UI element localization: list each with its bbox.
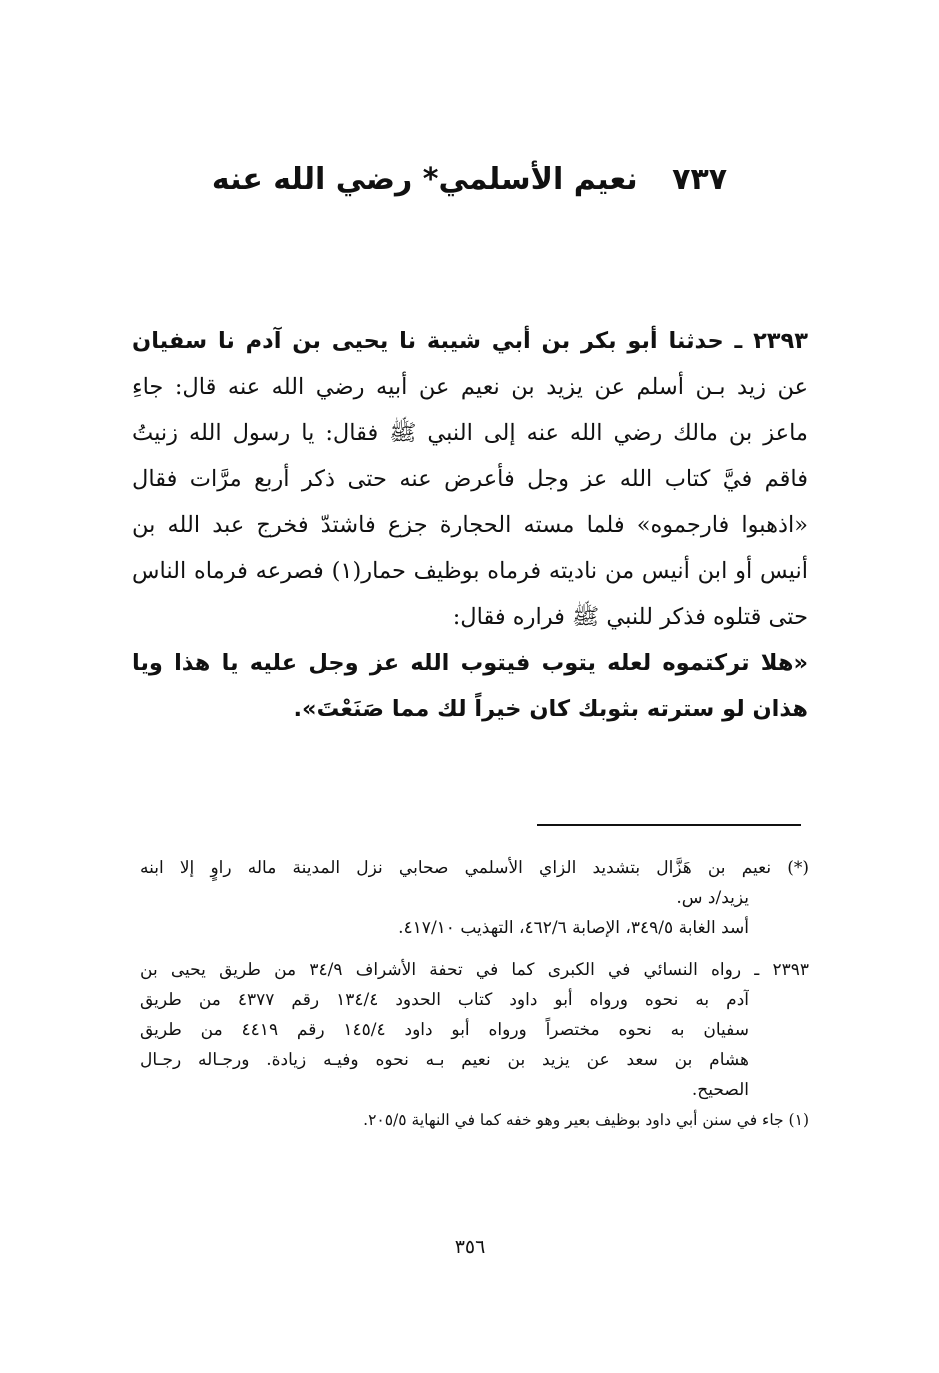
hadith-line: عن زيد بـن أسلم عن يزيد بن نعيم عن أبيه رضي الله عنه قال: جاءِ [132,374,808,400]
hadith-line: فاقم فيَّ كتاب الله عز وجل فأعرض عنه حتى ذكر أربع مرَّات فقال [132,466,808,492]
hadith-quote-line: «هلا تركتموه لعله يتوب فيتوب الله عز وجل عليه يا هذا ويا [132,650,808,676]
chapter-heading [140,162,799,197]
takhrij-footnote-line: آدم به نحوه ورواه أبو داود كتاب الحدود ١٣٤/٤ رقم ٤٣٧٧ من طريق [140,990,749,1010]
takhrij-footnote-line: الصحيح. [691,1080,749,1100]
page-number: ٣٥٦ [454,1236,486,1258]
chapter-number: ٧٣٧ [672,162,728,197]
takhrij-footnote-line: سفيان به نحوه مختصراً ورواه أبو داود ١٤٥/٤ رقم ٤٤١٩ من طريق [140,1020,749,1040]
hadith-quote-line: هذان لو سترته بثوبك كان خيراً لك مما صَنَعْتَ». [293,696,808,722]
takhrij-footnote-line: هشام بن سعد عن يزيد بن نعيم بـه نحوه وفيـه زيادة. ورجـاله رجـال [140,1050,749,1070]
star-footnote-line: يزيد/د س. [676,888,749,908]
hadith-line: «اذهبوا فارجموه» فلما مسته الحجارة جزع فاشتدّ فخرج عبد الله بن [132,512,808,538]
hadith-line: ماعز بن مالك رضي الله عنه إلى النبي ﷺ فقال: يا رسول الله زنيتُ [132,420,808,446]
chapter-title: نعيم الأسلمي* رضي الله عنه [211,162,638,197]
hadith-line: أنيس أو ابن أنيس من ناديته فرماه بوظيف حمار(١) فصرعه فرماه الناس [132,558,808,584]
star-footnote-line: أسد الغابة ٣٤٩/٥، الإصابة ٤٦٢/٦، التهذيب ٤١٧/١٠. [398,918,749,938]
numbered-footnote: (١) جاء في سنن أبي داود بوظيف بعير وهو خفه كما في النهاية ٢٠٥/٥. [363,1111,809,1129]
takhrij-footnote-line: ٢٣٩٣ ـ رواه النسائي في الكبرى كما في تحفة الأشراف ٣٤/٩ من طريق يحيى بن [140,960,809,980]
star-footnote-line: (*) نعيم بن هَزَّال بتشديد الزاي الأسلمي صحابي نزل المدينة ماله راوٍ إلا ابنه [140,858,809,878]
footnotes [140,853,809,1135]
hadith-line: حتى قتلوه فذكر للنبي ﷺ فراره فقال: [452,604,808,630]
hadith-text [132,318,808,732]
footnote-separator [537,824,801,826]
hadith-line: ٢٣٩٣ ـ حدثنا أبو بكر بن أبي شيبة نا يحيى بن آدم نا سفيان [132,328,808,354]
